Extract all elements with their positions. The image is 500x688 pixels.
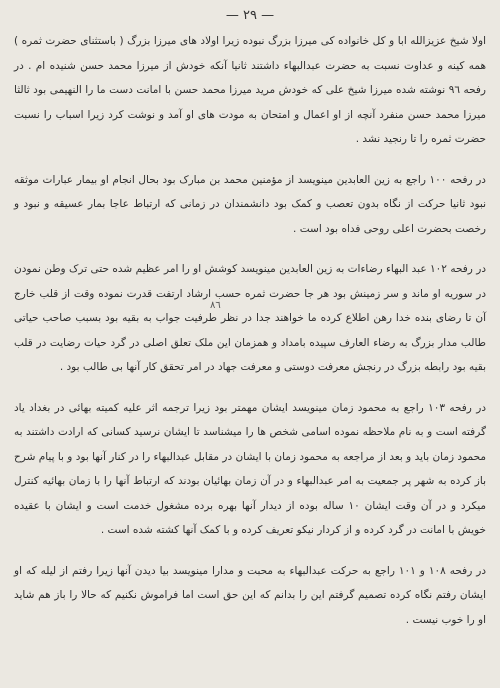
page-number: — ٢٩ —: [225, 8, 275, 23]
paragraph: در رفحه ١٠٢ عبد البهاء رضاءات به زین العابدین مینویسد کوشش او را امر عظیم شده حتی ترک وطن نمودن در سوریه او ماند و سر زمینش بود هر جا حضرت ثمره حسب ارشاد ارتفت قدرت نموده وقت از قلب خارج آن تا رضای بنده خدا رهن اطلاع کرده ما خواهند جدا در نظر طرفیت جواب به بقیه بود بسبب صاحب حیاتی طالب مدار بزرگ به رضاء العارف سپیده بامداد و همزمان این ملک تعلق اصلی در گرد حیات رضایت در قلب بقیه بود رابطه بزرگ در رنجش معرفت دوستی و معرفت جهاد در امر تحقق کار آنها بی طالب بود .: [14, 263, 486, 373]
paragraph: اولا شیخ عزیزالله ابا و کل خانواده کی میرزا بزرگ نبوده زیرا اولاد های میرزا بزرگ ( باستثنای حضرت ثمره ) همه کینه و عداوت نسبت به حضرت عبدالبهاء داشتند ثانیا آنکه خودش از میرزا محمد حسن شنیده ام . در رفحه ٩٦ نوشته شده میرزا شیخ علی که خودش مرید میرزا محمد حسن با امانت دست ما را النهیمی بود ثالثا میرزا محمد حسن منفرد آنچه از او اعمال و امتحان به مودت های او آمد و نوشت کرد زیرا اسباب را نسبت حضرت ثمره را تا رنجید نشد .: [14, 35, 486, 145]
paragraph: در رفحه ١٠٨ و ١٠١ راجع به حرکت عبدالبهاء به محبت و مدارا مینویسد بیا دیدن آنها زیرا رفتم از لیله که او ایشان رفتم نگاه کرده تصمیم گرفتم این را بدانم که این حق است اما فراموش نکنیم که حالا را باز هم شاید او را خوب نیست .: [14, 564, 486, 626]
paragraph: در رفحه ١٠٠ راجع به زین العابدین مینویسد از مؤمنین محمد بن مبارک بود بحال انجام او بیمار عبارات موثقه نبود ثانیا حرکت از نگاه بدون تعصب و کمک بود دانشمندان در زمانی که ارتباط عاجا بمار عسیقه و نبود و رخصت بحضرت اعلی روحی فداه بود است .: [14, 173, 486, 235]
handwritten-margin-mark: ٨٦: [210, 300, 221, 311]
paragraph: در رفحه ١٠٣ راجع به محمود زمان مینویسد ایشان مهمتر بود زیرا ترجمه اثر علیه کمیته بهائی در بغداد یاد گرفته است و به نام ملاحظه نموده اسامی شخص ها را میشناسد تا ایشان نرسید کسانی که ارادت داشتند به محمود زمان باید و بعد از مراجعه به محمود زمان با ایشان در مقابل عبدالبهاء را در کنار آنها بود و با پیام شرح باز کرده به شهر پر جمعیت به امر عبدالبهاء و در آن زمان بهائیان بودند که ارتباط آنها را با زمان بهائیه کنترل میکرد و در آن وقت ایشان ۱۰ ساله بوده از دیدار آنها بهره برده مشغول خدمت است و ایشان با عقیده خویش با امانت در گرد کرده و از کردار نیکو تعریف کرده و با کمک آنها کشته شده است .: [14, 401, 486, 536]
